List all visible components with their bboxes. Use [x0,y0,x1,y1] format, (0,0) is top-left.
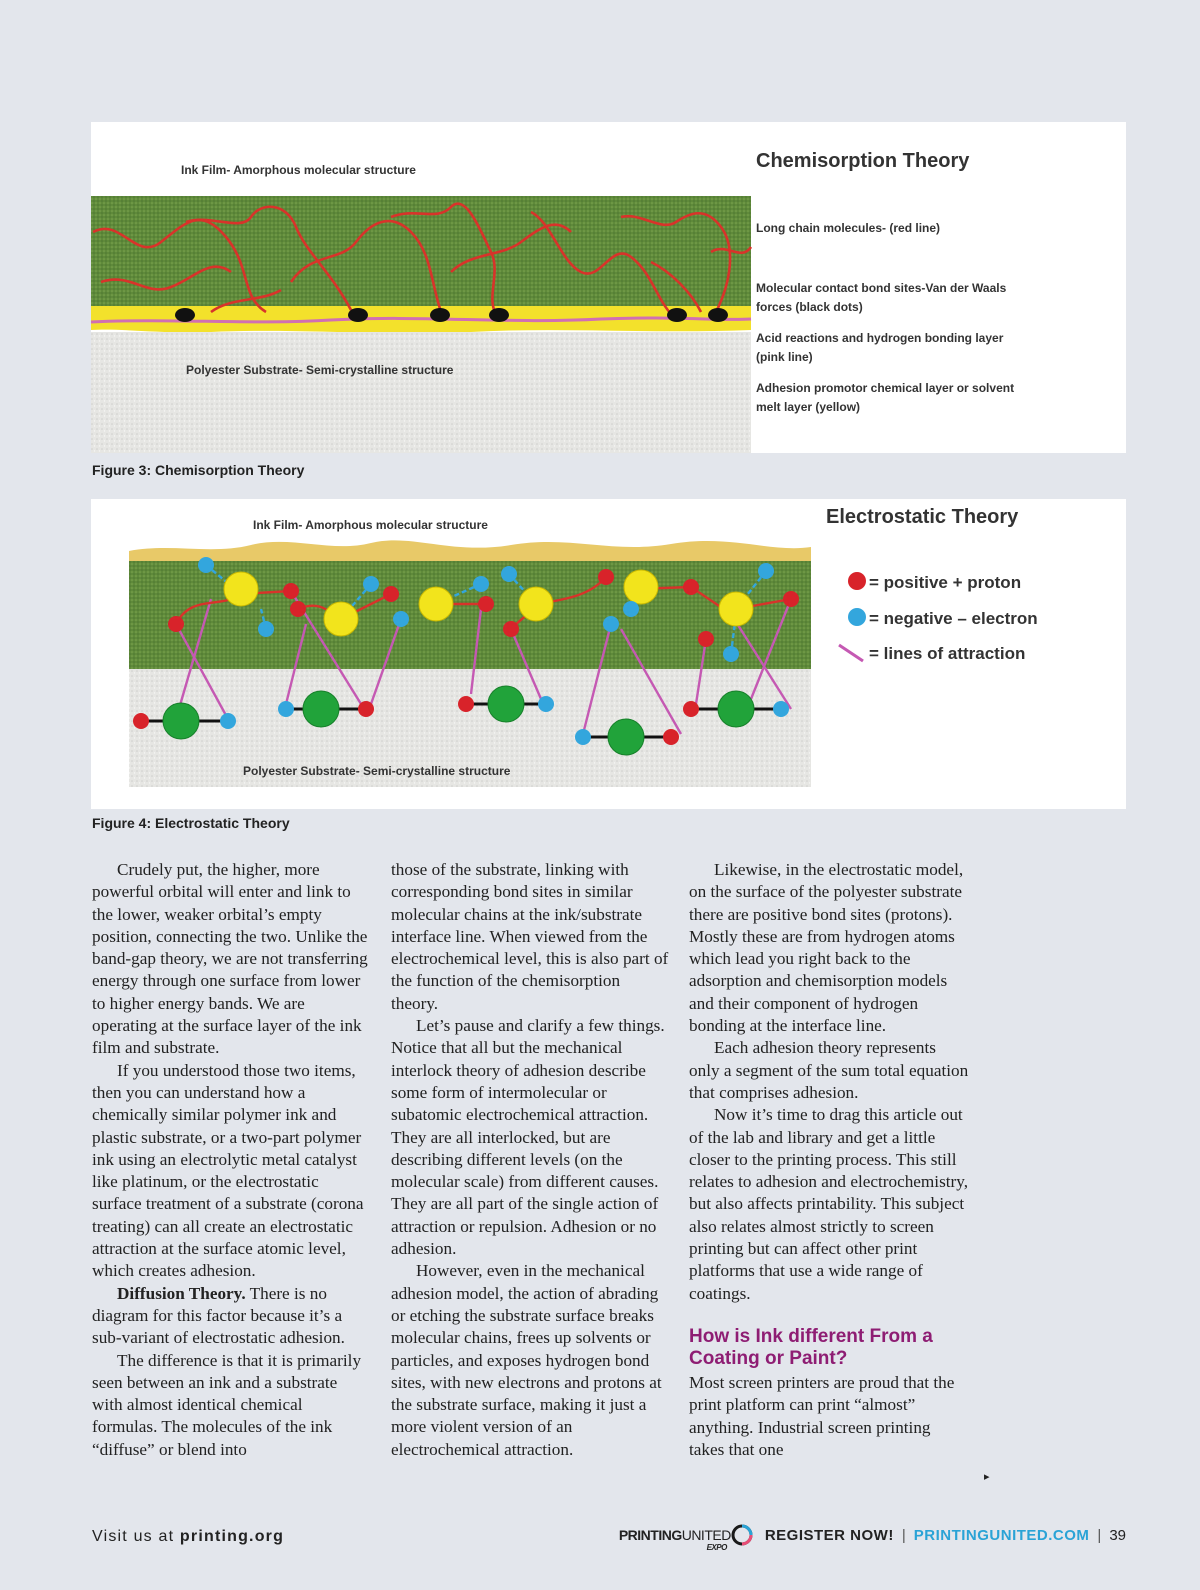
legend-bond-sites-2: forces (black dots) [756,300,863,314]
visit-link[interactable]: printing.org [179,1528,285,1545]
paragraph: Crudely put, the higher, more powerful orbital will enter and link to the lower, weaker orbital’s empty position, connecting the two. Unlike the band-gap theory, we are not transferring energy through one surface from lower to higher energy bands. We are operating at the surface layer of the ink film and substrate. [92,860,368,1058]
figure-3-caption: Figure 3: Chemisorption Theory [92,462,305,478]
paragraph: However, even in the mechanical adhesion model, the action of abrading or etching the substrate surface breaks molecular chains, frees up solvents or particles, and exposes hydrogen bond sites, with new electrons and protons at the substrate surface, making it just a more violent version of an electrochemical attraction. [391,1261,662,1459]
chemisorption-figure [91,122,1126,453]
paragraph: The difference is that it is primarily seen between an ink and a substrate with almost identical chemical formulas. The molecules of the ink “diffuse” or blend into [92,1350,362,1459]
section-heading: How is Ink different From a Coating or Paint? [689,1325,933,1369]
negative-legend-icon [848,608,866,626]
attraction-legend-icon [839,645,863,661]
paragraph: Most screen printers are proud that the print platform can print “almost” anything. Industrial screen printing takes that one [689,1372,955,1459]
paragraph: Let’s pause and clarify a few things. Notice that all but the mechanical interlock theory of adhesion describe some form of intermolecular or subatomic electrochemical attraction. They are all interlocked, but are describing different levels (on the molecular scale) from different causes. They are all part of the single action of attraction or repulsion. Adhesion or no adhesion. [391,1016,665,1259]
ink-film-label: Ink Film- Amorphous molecular structure [181,163,416,177]
figure-4-caption: Figure 4: Electrostatic Theory [92,815,290,831]
printing-united-logo[interactable] [618,1524,753,1552]
paragraph: If you understood those two items, then you can understand how a chemically similar polymer ink and plastic substrate, or a two-part polymer ink using an electrolytic metal catalyst like platinum, or the electrostatic surface treatment of a substrate (corona treating) can all create an electrostatic attraction at the surface atomic level, which creates adhesion. [92,1060,364,1281]
site-link[interactable]: PRINTINGUNITED.COM [913,1526,1090,1544]
legend-adhesion: Adhesion promotor chemical layer or solvent [756,381,1015,395]
article-column-3 [689,859,969,1461]
legend-bond-sites: Molecular contact bond sites-Van der Waals [756,281,1007,295]
register-link[interactable]: REGISTER NOW! [764,1526,894,1544]
paragraph-text: There is no diagram for this factor because it’s a sub-variant of electrostatic adhesion. [92,1283,345,1348]
legend-attraction: = lines of attraction [869,644,1026,663]
article-column-1 [92,859,372,1461]
logo-bold: PRINTING [618,1527,682,1543]
electrostatic-figure [91,499,1126,809]
legend-adhesion-2: melt layer (yellow) [756,400,861,414]
visit-prefix: Visit us at [92,1528,180,1545]
paragraph: those of the substrate, linking with corresponding bond sites in similar molecular chains at the ink/substrate interface line. When viewed from the electrochemical level, this is also part of the function of the chemisorption theory. [391,860,669,1013]
substrate-label: Polyester Substrate- Semi-crystalline structure [186,363,454,377]
article-column-2 [391,859,671,1461]
divider: | [1097,1526,1102,1544]
paragraph: Each adhesion theory represents only a segment of the sum total equation that comprises adhesion. [689,1038,969,1102]
logo-light: UNITED [681,1527,731,1543]
footer-right [618,1524,1126,1552]
logo-ring-icon [731,1524,753,1546]
paragraph [92,1283,372,1350]
positive-legend-icon [848,572,866,590]
legend-hydrogen: Acid reactions and hydrogen bonding layer [756,331,1004,345]
substrate-layer [91,332,751,453]
ink-film-label: Ink Film- Amorphous molecular structure [253,518,488,532]
legend-hydrogen-2: (pink line) [756,350,813,364]
divider: | [901,1526,906,1544]
legend-title: Chemisorption Theory [756,150,970,172]
paragraph: Now it’s time to drag this article out of the lab and library and get a little closer to the printing process. This still relates to adhesion and electrochemistry, but also affects printability. This subject also relates almost strictly to screen printing but can affect other print platforms that use a wide range of coatings. [689,1105,969,1303]
continue-arrow-icon: ▸ [984,1470,990,1483]
page-number: 39 [1109,1526,1126,1544]
legend-positive: = positive + proton [869,573,1022,592]
legend-title: Electrostatic Theory [826,506,1019,528]
footer-visit [92,1528,284,1546]
legend-chain: Long chain molecules- (red line) [756,221,941,235]
electrostatic-diagram [91,499,1126,809]
section-label: Diffusion Theory. [117,1283,246,1303]
paragraph: Likewise, in the electrostatic model, on the surface of the polyester substrate there are positive bond sites (protons). Mostly these are from hydrogen atoms which lead you right back to the adsorption and chemisorption models and their component of hydrogen bonding at the interface line. [689,860,964,1036]
legend-negative: = negative – electron [869,609,1038,628]
logo-expo: EXPO [706,1543,727,1552]
chemisorption-diagram [91,122,1126,453]
substrate-label: Polyester Substrate- Semi-crystalline structure [243,764,511,778]
